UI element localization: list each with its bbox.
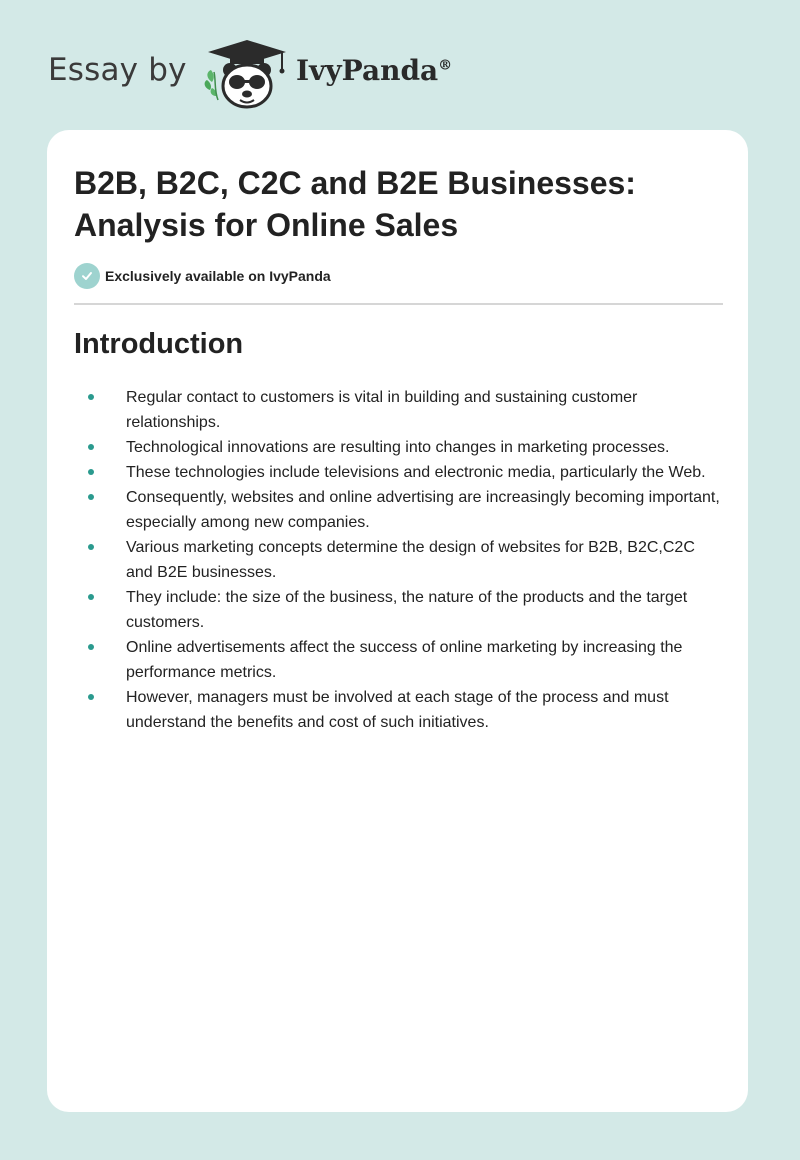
essay-title: B2B, B2C, C2C and B2E Businesses: Analysis for Online Sales [74, 165, 636, 243]
list-item-text: Consequently, websites and online advertising are increasingly becoming important, especially among new companies. [126, 489, 720, 531]
exclusive-badge-label: Exclusively available on IvyPanda [105, 268, 331, 284]
bullet-icon [88, 494, 94, 500]
list-item [74, 635, 724, 685]
list-item [74, 685, 724, 735]
ivypanda-logo-icon [202, 38, 292, 110]
list-item [74, 535, 724, 585]
bullet-list [74, 385, 724, 735]
list-item-text: Online advertisements affect the success of online marketing by increasing the performance metrics. [126, 639, 683, 681]
essay-card [47, 130, 748, 1112]
bullet-icon [88, 544, 94, 550]
list-item-text: They include: the size of the business, the nature of the products and the target customers. [126, 589, 688, 631]
list-item [74, 460, 724, 485]
list-item [74, 385, 724, 435]
bullet-icon [88, 694, 94, 700]
bullet-icon [88, 394, 94, 400]
list-item-text: Technological innovations are resulting into changes in marketing processes. [126, 439, 670, 456]
registered-mark: ® [438, 57, 453, 74]
bullet-icon [88, 644, 94, 650]
bullet-icon [88, 594, 94, 600]
bullet-icon [88, 444, 94, 450]
bullet-icon [88, 469, 94, 475]
section-heading: Introduction [74, 328, 244, 360]
checkmark-icon [74, 263, 100, 289]
list-item [74, 435, 724, 460]
list-item-text: Regular contact to customers is vital in building and sustaining customer relationships. [126, 389, 638, 431]
brand-header [48, 38, 468, 110]
ivypanda-name: IvyPanda [296, 54, 439, 87]
list-item [74, 585, 724, 635]
ivy-leaf-icon [205, 70, 218, 100]
title-divider [74, 303, 723, 305]
list-item [74, 485, 724, 535]
ivypanda-wordmark [296, 54, 452, 87]
list-item-text: These technologies include televisions and electronic media, particularly the Web. [126, 464, 706, 481]
list-item-text: Various marketing concepts determine the design of websites for B2B, B2C,C2C and B2E businesses. [126, 539, 695, 581]
essay-by-label: Essay by [48, 52, 187, 88]
exclusive-badge [74, 263, 331, 289]
list-item-text: However, managers must be involved at each stage of the process and must understand the benefits and cost of such initiatives. [126, 689, 669, 731]
